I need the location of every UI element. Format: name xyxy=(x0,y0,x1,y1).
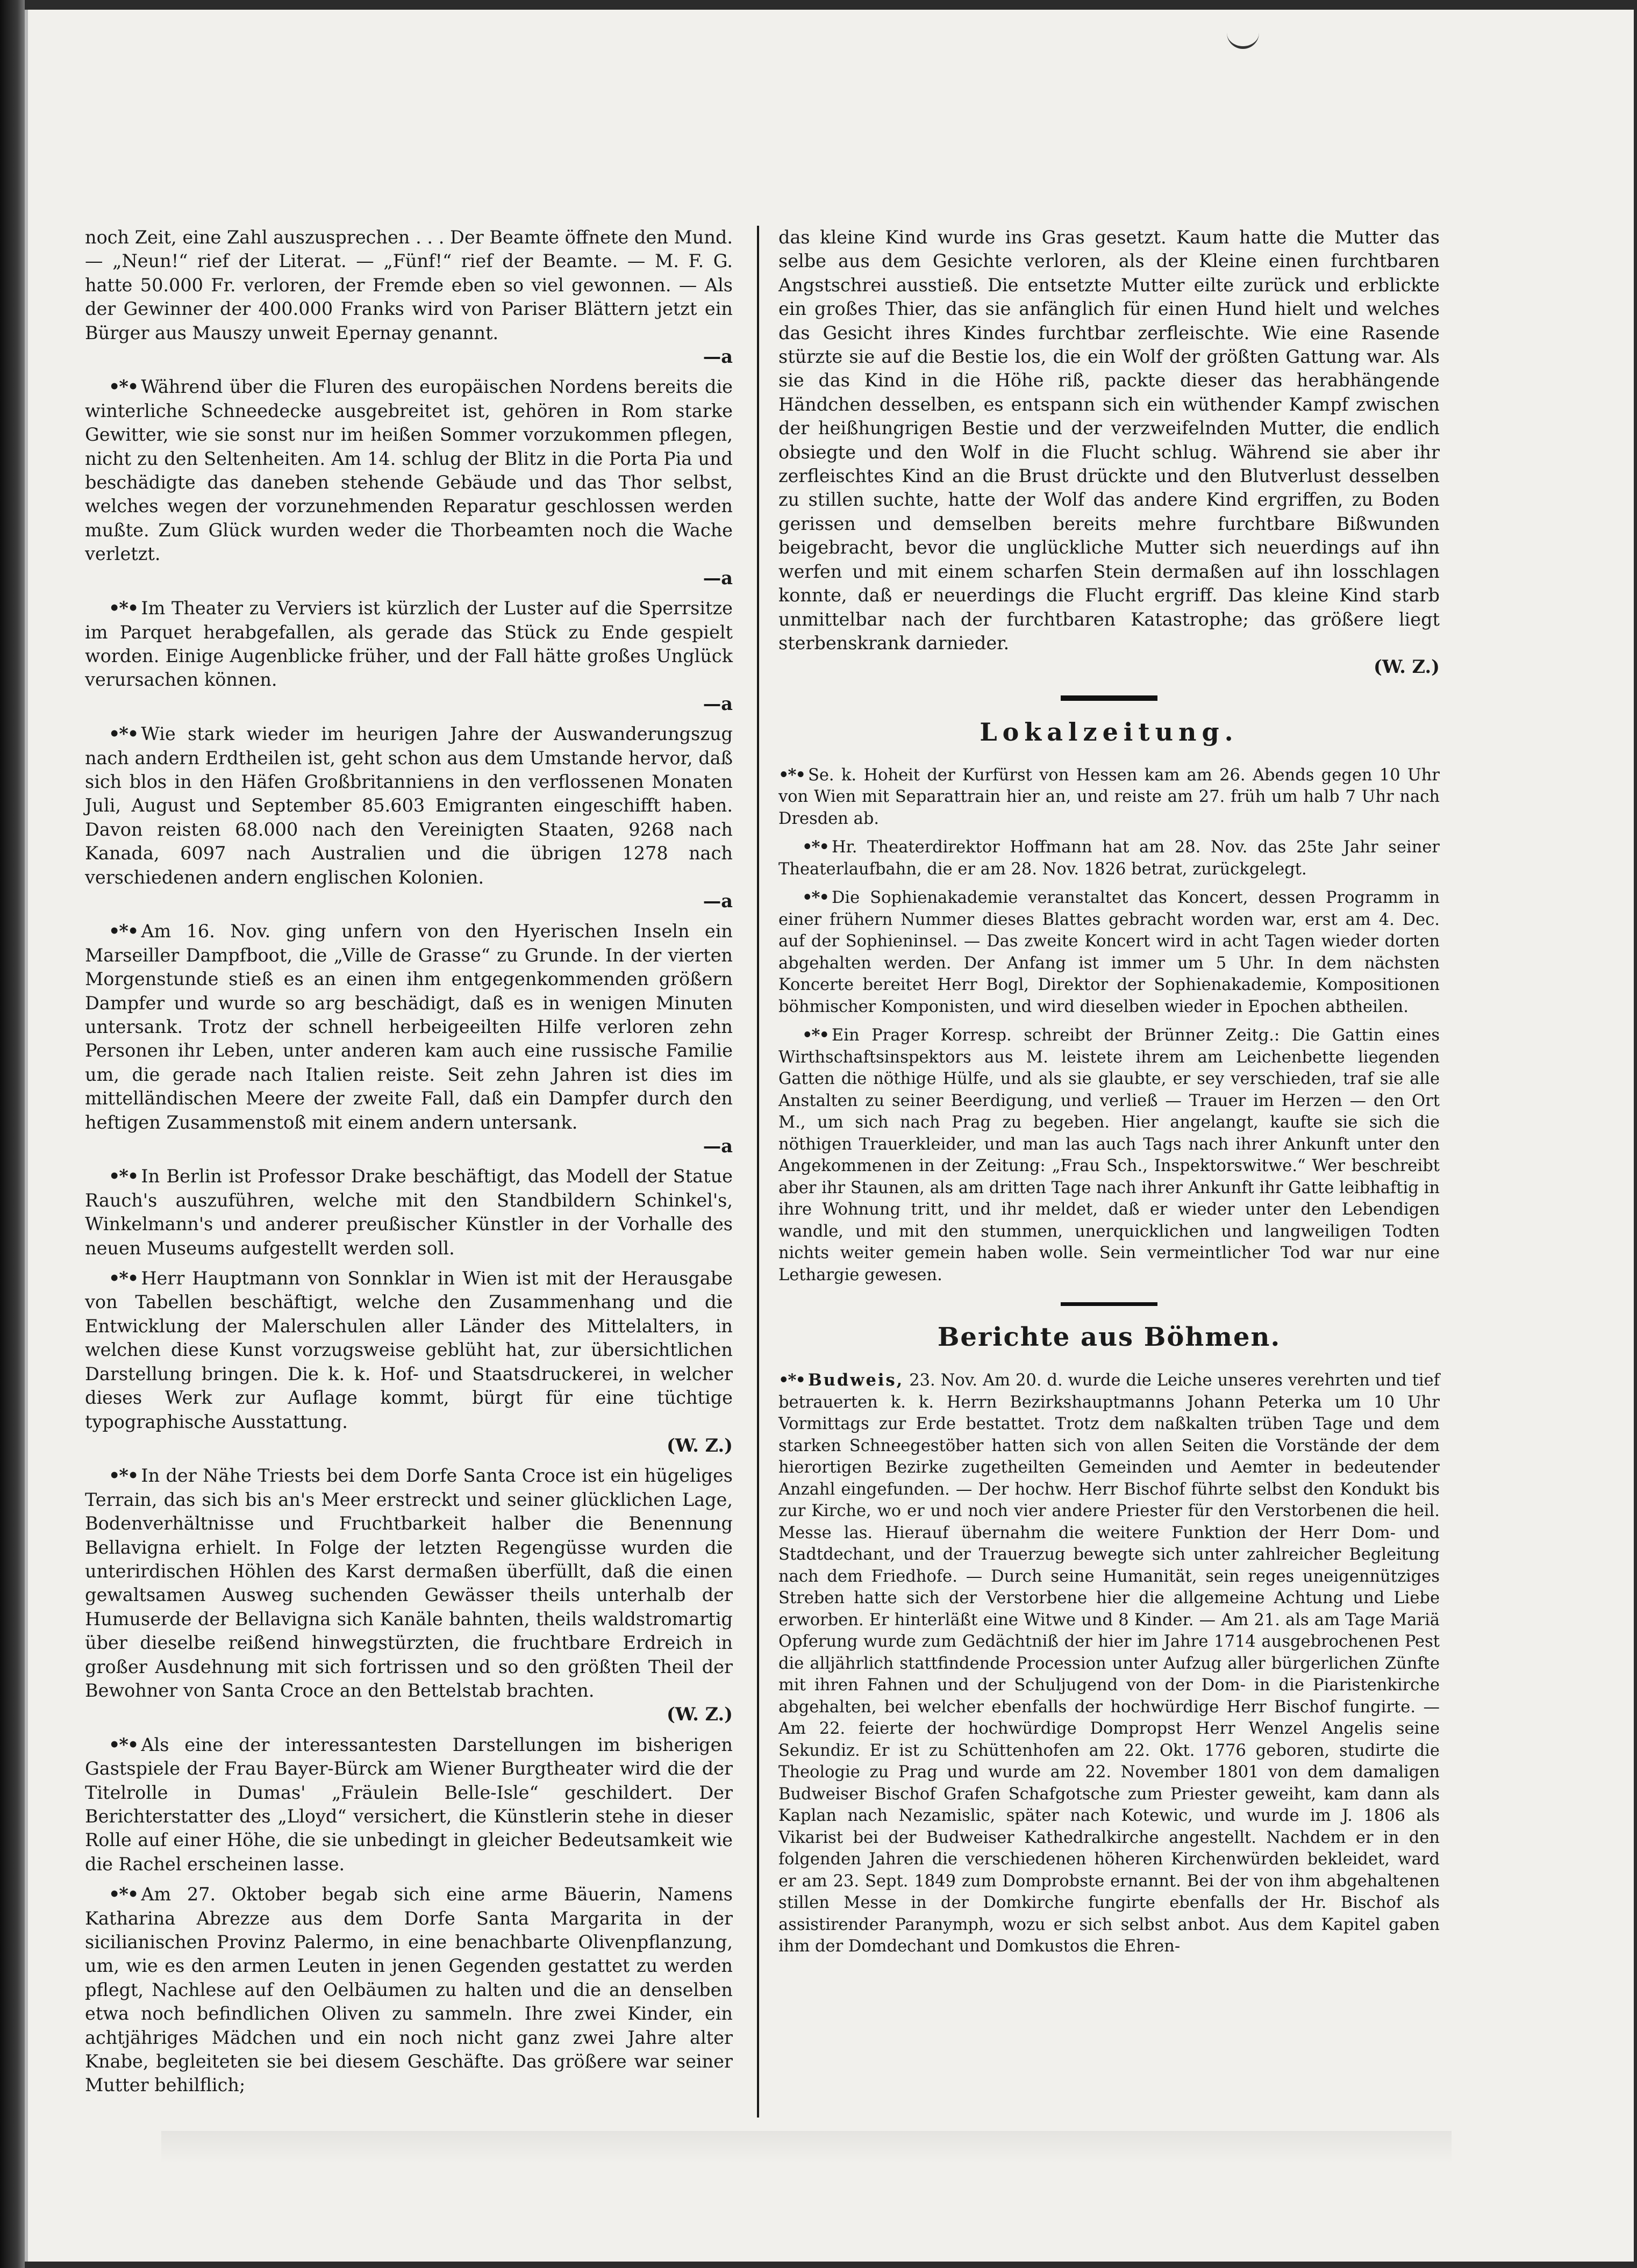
lokal-items xyxy=(778,764,1440,1287)
section-heading-boehmen: Berichte aus Böhmen. xyxy=(937,1322,1281,1353)
boehmen-items xyxy=(778,1369,1440,1958)
dateline-place: Budweis, xyxy=(807,1370,904,1390)
article-paragraph: •*• Herr Hauptmann von Sonnklar in Wien ist mit der Herausgabe von Tabellen beschäftigt, welche den Zusammenhang und die Entwicklung der Malerschulen aller Länder des Mittelalters, in welchen diese Kunst vorzugsweise geblüht hat, zur übersichtlichen Darstellung bringen. Die k. k. Hof- und Staatsdruckerei, in welcher dieses Werk zur Auflage kommt, bürgt für eine tüchtige typographische Ausstattung. (W. Z.) xyxy=(85,1268,733,1456)
article-paragraph: noch Zeit, eine Zahl auszusprechen . . . Der Beamte öffnete den Mund. — „Neun!“ rief der Literat. — „Fünf!“ rief der Beamte. — M. F. G. hatte 50.000 Fr. verloren, der Fremde eben so viel gewonnen. — Als der Gewinner der 400.000 Franks wird von Pariser Blättern jetzt ein Bürger aus Mauszy unweit Epernay genannt. —a xyxy=(85,227,733,368)
news-item: •*• Budweis, 23. Nov. Am 20. d. wurde die Leiche unseres verehrten und tief betrauerten k. k. Herrn Bezirkshauptmanns Johann Peterka um 10 Uhr Vormittags zur Erde bestattet. Trotz dem naßkalten trüben Tage und dem starken Schneegestöber hatten sich von allen Seiten die Vorstände der dem hierortigen Bezirke zugetheilten Gemeinden und Aemter in bedeutender Anzahl eingefunden. — Der hochw. Herr Bischof führte selbst den Kondukt bis zur Kirche, wo er und noch vier andere Priester für den Verstorbenen die heil. Messe las. Hierauf übernahm die weitere Funktion der Herr Dom- und Stadtdechant, und der Trauerzug bewegte sich unter zahlreicher Begleitung nach dem Friedhofe. — Durch seine Humanität, sein reges uneigennütziges Streben hatte sich der Verstorbene hier die allgemeine Achtung und Liebe erworben. Er hinterläßt eine Witwe und 8 Kinder. — Am 21. als am Tage Mariä Opferung wurde zum Gedächtniß der hier im Jahre 1714 ausgebrochenen Pest die alljährlich stattfindende Procession unter Aufzug aller bürgerlichen Zünfte mit ihren Fahnen und der Schuljugend von der Dom- in die Piaristenkirche abgehalten, bei welcher ebenfalls der hochwürdige Herr Bischof fungirte. — Am 22. feierte der hochwürdige Dompropst Herr Wenzel Angelis seine Sekundiz. Er ist zu Schüttenhofen am 22. Okt. 1776 geboren, studirte die Theologie zu Prag und wurde am 22. November 1801 von dem damaligen Budweiser Bischof Grafen Schafgotsche zum Priester geweiht, kam dann als Kaplan nach Nezamislic, später nach Kotewic, und wurde im J. 1806 als Vikarist bei der Budweiser Kathedralkirche angestellt. Nachdem er in den folgenden Jahren die verschiedenen höheren Kirchenwürden bekleidet, ward er am 23. Sept. 1849 zum Domprobste ernannt. Bei der von ihm abgehaltenen stillen Messe in der Domkirche fungirte ebenfalls der Hr. Bischof als assistirender Paranymph, wozu er sich selbst anbot. Aus dem Kapitel gaben ihm der Domdechant und Domkustos die Ehren- xyxy=(778,1370,1440,1956)
news-item: •*• Die Sophienakademie veranstaltet das Koncert, dessen Programm in einer frühern Nummer dieses Blattes gebracht worden war, erst am 4. Dec. auf der Sophieninsel. — Das zweite Koncert wird in acht Tagen wieder dorten abgehalten werden. Der Anfang ist immer um 5 Uhr. In dem nächsten Koncerte bereitet Herr Bogl, Direktor der Sophienakademie, Kompositionen böhmischer Komponisten, und wird dieselben wieder in Epochen abtheilen. xyxy=(778,888,1440,1016)
article-paragraph: •*• Am 16. Nov. ging unfern von den Hyerischen Inseln ein Marseiller Dampfboot, die „Ville de Grasse“ zu Grunde. In der vierten Morgenstunde stieß es an einen ihm entgegenkommenden größern Dampfer und wurde so arg beschädigt, daß es in wenigen Minuten untersank. Trotz der schnell herbeigeeilten Hilfe verloren zehn Personen ihr Leben, unter anderen kam auch eine russische Familie um, die gerade nach Italien reiste. Seit zehn Jahren ist dies im mittelländischen Meere der zweite Fall, daß ein Dampfer durch den heftigen Zusammenstoß mit einem andern untersank. —a xyxy=(85,921,733,1157)
article-paragraph: •*• In der Nähe Triests bei dem Dorfe Santa Croce ist ein hügeliges Terrain, das sich bis an's Meer erstreckt und seiner glücklichen Lage, Bodenverhältnisse und Fruchtbarkeit halber die Benennung Bellavigna erhielt. In Folge der letzten Regengüsse wurden die unterirdischen Höhlen des Karst dermaßen überfüllt, daß die einen gewaltsamen Ausweg suchenden Gewässer theils unterhalb der Humuserde der Bellavigna sich Kanäle bahnten, theils waldstromartig über dieselbe reißend hinwegstürzten, die fruchtbare Erdreich in großer Ausdehnung mit sich fortrissen und so den größten Theil der Bewohner von Santa Croce an den Bettelstab brachten. (W. Z.) xyxy=(85,1465,733,1725)
page-corner-mark xyxy=(1227,25,1259,49)
right-column xyxy=(778,226,1440,1964)
section-heading-lokalzeitung: Lokalzeitung. xyxy=(980,717,1239,747)
article-paragraph: •*• Wie stark wieder im heurigen Jahre der Auswanderungszug nach andern Erdtheilen ist, geht schon aus dem Umstande hervor, daß sich blos in den Häfen Großbritanniens in den verflossenen Monaten Juli, August und September 85.603 Emigranten eingeschifft haben. Davon reisten 68.000 nach den Vereinigten Staaten, 9268 nach Kanada, 6097 nach Australien und die übrigen 1278 nach verschiedenen andern englischen Kolonien. —a xyxy=(85,723,733,911)
column-divider xyxy=(757,226,759,2118)
article-paragraph: •*• In Berlin ist Professor Drake beschäftigt, das Modell der Statue Rauch's auszuführen, welche mit den Standbildern Schinkel's, Winkelmann's und anderer preußischer Künstler in der Vorhalle des neuen Museums aufgestellt werden soll. xyxy=(85,1166,733,1259)
book-binding-edge xyxy=(0,0,25,2268)
article-paragraph: •*• Während über die Fluren des europäischen Nordens bereits die winterliche Schneedecke ausgebreitet ist, gehören in Rom starke Gewitter, wie sie sonst nur im heißen Sommer vorzukommen pflegen, nicht zu den Seltenheiten. Am 14. schlug der Blitz in die Porta Pia und beschädigte das daneben stehende Gebäude und das Thor selbst, welches wegen der vorzunehmenden Reparatur geschlossen werden mußte. Zum Glück wurden weder die Thorbeamten noch die Wache verletzt. —a xyxy=(85,376,733,588)
left-column xyxy=(85,226,733,2104)
article-paragraph: •*• Im Theater zu Verviers ist kürzlich der Luster auf die Sperrsitze im Parquet herabgefallen, als gerade das Stück zu Ende gespielt worden. Einige Augenblicke früher, und der Fall hätte großes Unglück verursachen können. —a xyxy=(85,598,733,714)
article-paragraph: •*• Als eine der interessantesten Darstellungen im bisherigen Gastspiele der Frau Bayer-Bürck am Wiener Burgtheater wird die der Titelrolle in Dumas' „Fräulein Belle-Isle“ geschildert. Der Berichterstatter des „Lloyd“ versichert, die Künstlerin stehe in dieser Rolle auf einer Höhe, die sie unbedingt in gleicher Bedeutsamkeit wie die Rachel erscheinen lasse. xyxy=(85,1734,733,1875)
section-separator xyxy=(1061,1302,1157,1306)
news-item: •*• Hr. Theaterdirektor Hoffmann hat am 28. Nov. das 25te Jahr seiner Theaterlaufbahn, die er am 28. Nov. 1826 betrat, zurückgelegt. xyxy=(778,837,1440,879)
bleed-through-shadow xyxy=(161,2131,1452,2163)
article-paragraph: •*• Am 27. Oktober begab sich eine arme Bäuerin, Namens Katharina Abrezze aus dem Dorfe Santa Margarita in der sicilianischen Provinz Palermo, in eine benachbarte Olivenpflanzung, um, wie es den armen Leuten in jenen Gegenden gestattet zu werden pflegt, Nachlese auf den Oelbäumen zu halten und die an denselben etwa noch befindlichen Oliven zu sammeln. Ihre zwei Kinder, ein achtjähriges Mädchen und ein noch nicht ganz zwei Jahre alter Knabe, begleiteten sie bei diesem Geschäfte. Das größere war seiner Mutter behilflich; xyxy=(85,1884,733,2096)
news-item: •*• Ein Prager Korresp. schreibt der Brünner Zeitg.: Die Gattin eines Wirthschaftsinspektors aus M. leistete ihrem am Leichenbette liegenden Gatten die nöthige Hülfe, und als sie glaubte, er sey verschieden, traf sie alle Anstalten zu seiner Beerdigung, und verließ — Trauer im Herzen — den Ort M., um sich nach Prag zu begeben. Hier angelangt, kaufte sie sich die nöthigen Trauerkleider, und man las auch Tags nach ihrer Ankunft unter den Angekommenen in der Zeitung: „Frau Sch., Inspektorswitwe.“ Wer beschreibt aber ihr Staunen, als am dritten Tage nach ihrer Ankunft ihr Gatte leibhaftig in ihre Wohnung tritt, und ihr meldet, daß er wieder unter den Lebendigen wandle, und mit den stummen, unerquicklichen und langweiligen Todten nichts weiter gemein haben wolle. Sein vermeintlicher Tod war nur eine Lethargie gewesen. xyxy=(778,1025,1440,1284)
news-item: •*• Se. k. Hoheit der Kurfürst von Hessen kam am 26. Abends gegen 10 Uhr von Wien mit Separattrain hier an, und reiste am 27. früh um halb 7 Uhr nach Dresden ab. xyxy=(778,765,1440,828)
section-separator xyxy=(1061,695,1157,701)
article-continuation: das kleine Kind wurde ins Gras gesetzt. Kaum hatte die Mutter das selbe aus dem Gesichte verloren, als der Kleine einen furchtbaren Angstschrei ausstieß. Die entsetzte Mutter eilte zurück und erblickte ein großes Thier, das sie anfänglich für einen Hund hielt und welches das Gesicht ihres Kindes furchtbar zerfleischte. Wie eine Rasende stürzte sie auf die Bestie los, die ein Wolf der größten Gattung war. Als sie das Kind in die Höhe riß, packte dieser das herabhängende Händchen desselben, es entspann sich ein wüthender Kampf zwischen der heißhungrigen Bestie und der verzweifelnden Mutter, die endlich obsiegte und den Wolf in die Flucht schlug. Während sie aber ihr zerfleischtes Kind an die Brust drückte und den Blutverlust desselben zu stillen suchte, hatte der Wolf das andere Kind ergriffen, zu Boden gerissen und demselben bereits mehre furchtbare Bißwunden beigebracht, bevor die unglückliche Mutter sich neuerdings auf ihn werfen und mit einem scharfen Stein dermaßen auf ihn losschlagen konnte, daß er neuerdings die Flucht ergriff. Das kleine Kind starb unmittelbar nach der furchtbaren Katastrophe; das größere liegt sterbenskrank darnieder. (W. Z.) xyxy=(778,227,1440,678)
